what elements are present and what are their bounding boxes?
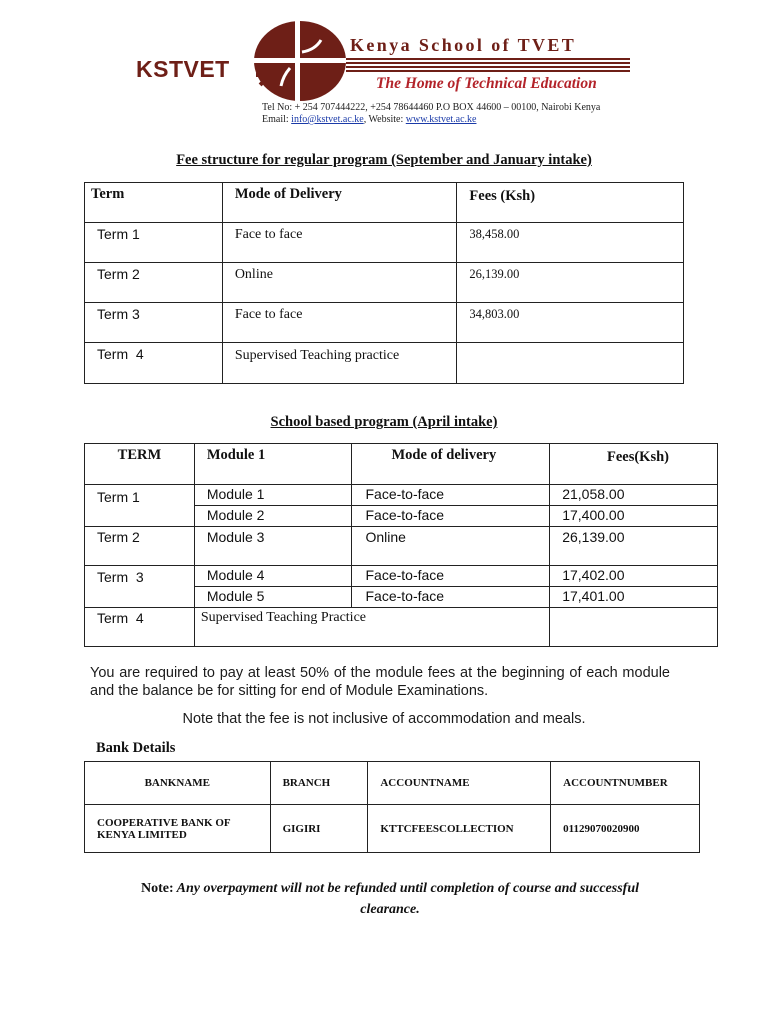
- table-row: Module 5 Face-to-face 17,401.00: [85, 587, 718, 608]
- header-stripes: [346, 58, 630, 72]
- bank-details-table: [84, 761, 700, 853]
- school-based-program-title: School based program (April intake): [270, 414, 498, 430]
- school-based-program-table: [84, 443, 718, 647]
- header-fees: Fees(Ksh): [550, 444, 718, 485]
- note-text: Any overpayment will not be refunded until completion of course and successful clearance.: [173, 881, 640, 917]
- regular-program-title: Fee structure for regular program (September and January intake): [176, 152, 592, 168]
- table-row: Term 1 Face to face 38,458.00: [85, 223, 684, 263]
- header-mode: Mode of Delivery: [222, 183, 457, 223]
- table-row: Term 2 Online 26,139.00: [85, 263, 684, 303]
- logo-emblem-icon: [253, 20, 348, 102]
- accommodation-note: Note that the fee is not inclusive of accommodation and meals.: [182, 711, 586, 727]
- table-header-row: [85, 183, 684, 223]
- table-row: COOPERATIVE BANK OF KENYA LIMITED GIGIRI KTTCFEESCOLLECTION 01129070020900: [85, 805, 700, 853]
- header-term: TERM: [85, 444, 195, 485]
- table-row: Term 4 Supervised Teaching practice: [85, 343, 684, 384]
- note-label: Note:: [140, 881, 174, 896]
- header-account-number: ACCOUNTNUMBER: [551, 762, 700, 805]
- bank-details-title: Bank Details: [96, 740, 176, 756]
- overpayment-note: [110, 878, 670, 920]
- header-branch: BRANCH: [270, 762, 368, 805]
- table-row: Term 3 Face to face 34,803.00: [85, 303, 684, 343]
- header-account-name: ACCOUNTNAME: [368, 762, 551, 805]
- table-row: Term 2 Module 3 Online 26,139.00: [85, 527, 718, 566]
- table-header-row: [85, 444, 718, 485]
- school-tagline: The Home of Technical Education: [376, 75, 597, 92]
- header-term: Term: [85, 183, 223, 223]
- header-mode: Mode of delivery: [351, 444, 550, 485]
- table-row: Module 2 Face-to-face 17,400.00: [85, 506, 718, 527]
- email-link[interactable]: info@kstvet.ac.ke: [291, 114, 364, 125]
- header-fees: Fees (Ksh): [457, 183, 684, 223]
- website-link[interactable]: www.kstvet.ac.ke: [405, 114, 477, 125]
- contact-email-website: Email: info@kstvet.ac.ke, Website: www.kstvet.ac.ke: [262, 114, 477, 125]
- header-module: Module 1: [194, 444, 351, 485]
- school-name: Kenya School of TVET: [350, 35, 577, 55]
- table-row: Term 1 Module 1 Face-to-face 21,058.00: [85, 485, 718, 506]
- table-row: Term 4 Supervised Teaching Practice: [85, 608, 718, 647]
- payment-note: You are required to pay at least 50% of the module fees at the beginning of each module and the balance be for sitting for end of Module Examinations.: [90, 665, 670, 699]
- letterhead: [0, 0, 768, 130]
- header-bank-name: BANKNAME: [85, 762, 271, 805]
- brand-wordmark: KSTVET: [136, 56, 230, 82]
- table-row: Term 3 Module 4 Face-to-face 17,402.00: [85, 566, 718, 587]
- table-header-row: [85, 762, 700, 805]
- contact-line: Tel No: + 254 707444222, +254 78644460 P.O BOX 44600 – 00100, Nairobi Kenya: [262, 102, 601, 113]
- regular-program-table: [84, 182, 684, 384]
